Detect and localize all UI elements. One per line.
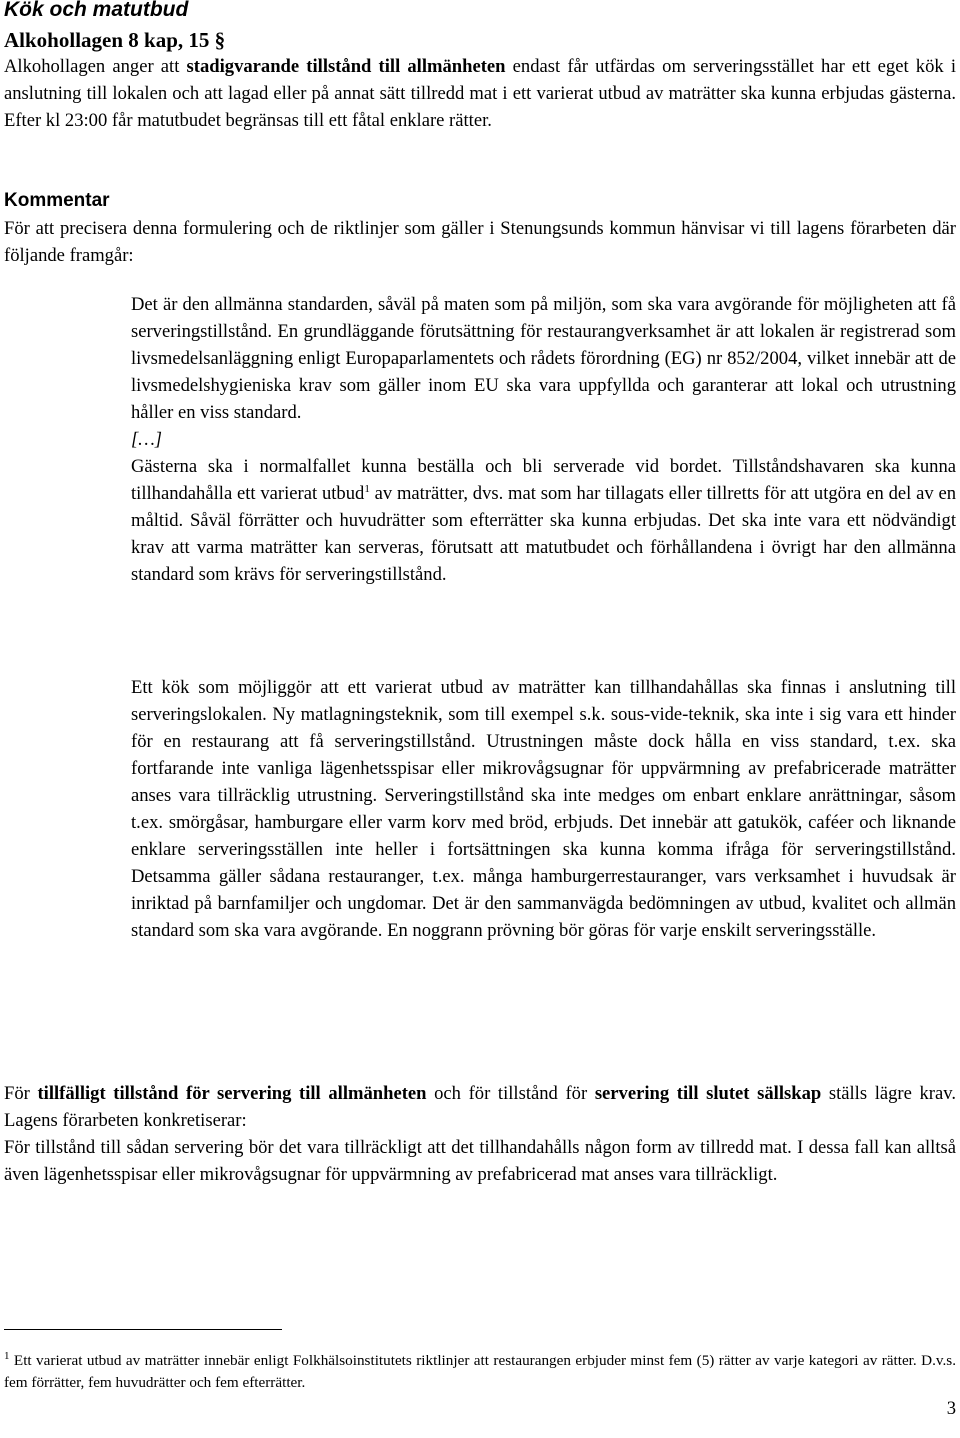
temporary-permit-paragraph [4, 1080, 956, 1188]
kommentar-heading: Kommentar [4, 190, 110, 211]
page-number: 3 [946, 1398, 956, 1419]
temporary-permit-quote: För tillstånd till sådan servering bör det vara tillräckligt att det tillhandahålls någon form av tillredd mat. I dessa fall kan alltså även lägenhetsspisar eller mikrovågsugnar för uppvärmning av prefabricerad mat anses vara tillräckligt. [4, 1137, 956, 1185]
law-reference [4, 26, 225, 54]
footnote-text: Ett varierat utbud av maträtter innebär enligt Folkhälsoinstitutets riktlinjer att restaurangen erbjuder minst fem (5) rätter av varje kategori av rätter. D.v.s. fem förrätter, fem huvudrätter och fem efterrätter. [4, 1352, 956, 1391]
quote-paragraph-2-pre: Gästerna ska i normalfallet kunna beställa och bli serverade vid bordet. Tillståndshavaren ska kunna tillhandahålla ett varierat utbud [131, 456, 956, 504]
footnote [4, 1350, 956, 1394]
intro-text-bold: stadigvarande tillstånd till allmänheten [186, 56, 506, 77]
quote-paragraph-2 [131, 453, 956, 588]
quote-block-1 [131, 291, 956, 588]
quote-paragraph-2-post: av maträtter, dvs. mat som har tillagats eller tillretts för att utgöra en del av en måltid. Såväl förrätter och huvudrätter som efterrätter ska kunna erbjudas. Det ska inte vara ett nödvändigt krav att varma maträtter kan serveras, förutsatt att matutbudet och förhållandena i övrigt har den allmänna standard som krävs för serveringstillstånd. [131, 483, 956, 585]
footnote-reference: 1 [364, 482, 370, 495]
intro-text-pre: Alkohollagen anger att [4, 56, 187, 77]
intro-paragraph [4, 53, 956, 134]
quote-paragraph-3: Ett kök som möjliggör att ett varierat utbud av maträtter kan tillhandahållas ska finnas i anslutning till serveringslokalen. Ny matlagningsteknik, som till exempel s.k. sous-vide-teknik, ska inte i sig vara ett hinder för en restaurang att få serveringstillstånd. Utrustningen måste dock hålla en viss standard, t.ex. ska fortfarande inte vanliga lägenhetsspisar eller mikrovågsugnar för uppvärmning av prefabricerade maträtter anses vara tillräcklig utrustning. Serveringstillstånd ska inte medges om enbart enklare anrättningar, såsom t.ex. smörgåsar, hamburgare eller varm korv med bröd, erbjuds. Det innebär att gatukök, caféer och liknande enklare serveringsställen inte heller i fortsättningen ska kunna komma ifråga för serveringstillstånd. Detsamma gäller sådana restauranger, t.ex. många hamburgerrestauranger, vars verksamhet i huvudsak är inriktad på barnfamiljer och ungdomar. Det är den sammanvägda bedömningen av utbud, kvalitet och allmän standard som ska vara avgörande. En noggrann prövning bör göras för varje enskilt serveringsställe. [131, 677, 956, 941]
footnote-marker: 1 [4, 1349, 10, 1362]
quote-paragraph-1: Det är den allmänna standarden, såväl på maten som på miljön, som ska vara avgörande för möjligheten att få serveringstillstånd. En grundläggande förutsättning för restaurangverksamhet är att lokalen är registrerad som livsmedelsanläggning enligt Europaparlamentets och rådets förordning (EG) nr 852/2004, vilket innebär att de livsmedelshygieniska krav som gäller inom EU ska vara uppfyllda och garanterar att lokal och utrustning håller en viss standard. [131, 294, 956, 423]
kommentar-paragraph: För att precisera denna formulering och de riktlinjer som gäller i Stenungsunds kommun hänvisar vi till lagens förarbeten där följande framgår: [4, 218, 956, 266]
quote-ellipsis: […] [131, 429, 163, 450]
intro-text-post: endast får utfärdas om serveringsstället har ett eget kök i anslutning till lokalen och att lagad eller på annat sätt tillredd mat i ett varierat utbud av maträtter ska kunna erbjudas gästerna. Efter kl 23:00 får matutbudet begränsas till ett fåtal enklare rätter. [4, 56, 956, 131]
temporary-text-1: För [4, 1083, 38, 1104]
section-title: Kök och matutbud [4, 0, 189, 21]
temporary-text-2: och för tillstånd för [426, 1083, 595, 1104]
law-reference-text: Alkohollagen 8 kap, 15 [4, 28, 215, 52]
temporary-bold-1: tillfälligt tillstånd för servering till allmänheten [37, 1083, 427, 1104]
temporary-permit-intro [4, 1080, 956, 1134]
temporary-bold-2: servering till slutet sällskap [594, 1083, 822, 1104]
footnote-divider [4, 1329, 282, 1330]
temporary-text-3: ställs lägre krav. Lagens förarbeten konkretiserar: [4, 1083, 956, 1131]
paragraph-symbol: § [214, 28, 226, 52]
